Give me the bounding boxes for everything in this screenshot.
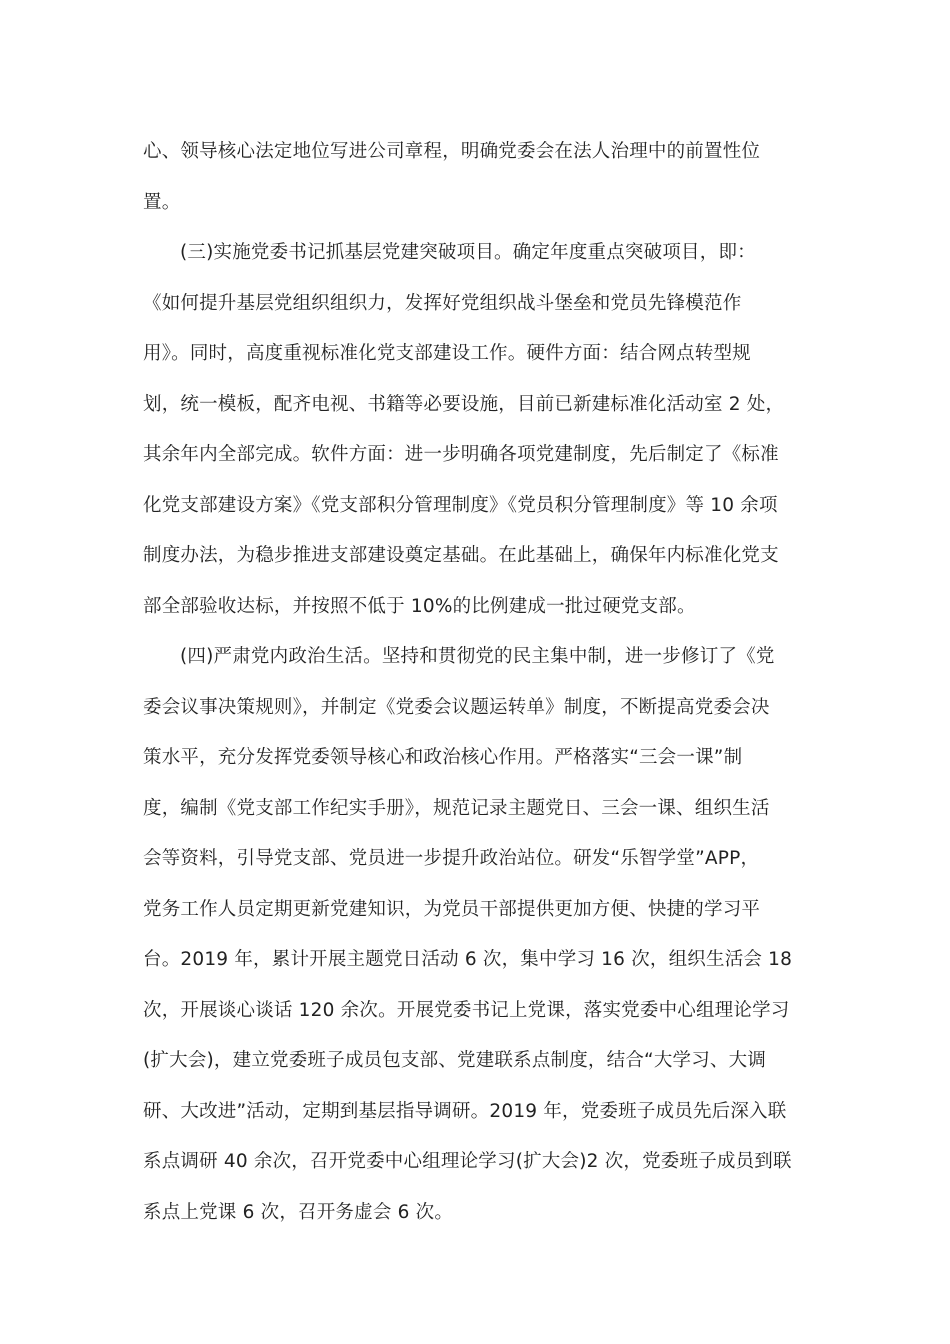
text-line: 化党支部建设方案》《党支部积分管理制度》《党员积分管理制度》等 10 余项 bbox=[143, 494, 778, 516]
text-line: 委会议事决策规则》，并制定《党委会议题运转单》制度，不断提高党委会决 bbox=[143, 696, 770, 718]
text-line: 党务工作人员定期更新党建知识，为党员干部提供更加方便、快捷的学习平 bbox=[143, 898, 761, 920]
text-line: 研、大改进”活动，定期到基层指导调研。2019 年，党委班子成员先后深入联 bbox=[143, 1100, 787, 1122]
text-line: (扩大会)，建立党委班子成员包支部、党建联系点制度，结合“大学习、大调 bbox=[143, 1050, 767, 1071]
document-body bbox=[143, 134, 813, 1245]
text-line: 度，编制《党支部工作纪实手册》，规范记录主题党日、三会一课、组织生活 bbox=[143, 797, 770, 819]
text-line: 心、领导核心法定地位写进公司章程，明确党委会在法人治理中的前置性位 bbox=[143, 141, 761, 162]
text-line: 次，开展谈心谈话 120 余次。开展党委书记上党课，落实党委中心组理论学习 bbox=[143, 999, 790, 1021]
paragraph-continued bbox=[143, 134, 813, 235]
text-line: 制度办法，为稳步推进支部建设奠定基础。在此基础上，确保年内标准化党支 bbox=[143, 545, 779, 566]
paragraph-heading-line: (三)实施党委书记抓基层党建突破项目。确定年度重点突破项目，即： bbox=[180, 242, 756, 263]
text-line: 台。2019 年，累计开展主题党日活动 6 次，集中学习 16 次，组织生活会 18 bbox=[143, 949, 793, 970]
paragraph-section-four bbox=[143, 639, 813, 1245]
paragraph-section-three bbox=[143, 235, 813, 639]
text-line: 系点调研 40 余次，召开党委中心组理论学习(扩大会)2 次，党委班子成员到联 bbox=[143, 1151, 792, 1172]
text-line: 部全部验收达标，并按照不低于 10%的比例建成一批过硬党支部。 bbox=[143, 595, 696, 617]
text-line: 划，统一模板，配齐电视、书籍等必要设施，目前已新建标准化活动室 2 处， bbox=[143, 393, 785, 415]
text-line: 会等资料，引导党支部、党员进一步提升政治站位。研发“乐智学堂”APP， bbox=[143, 848, 760, 869]
paragraph-heading-line: (四)严肃党内政治生活。坚持和贯彻党的民主集中制，进一步修订了《党 bbox=[180, 646, 775, 667]
text-line: 其余年内全部完成。软件方面：进一步明确各项党建制度，先后制定了《标准 bbox=[143, 444, 779, 465]
text-line: 策水平，充分发挥党委领导核心和政治核心作用。严格落实“三会一课”制 bbox=[143, 747, 743, 768]
text-line: 系点上党课 6 次，召开务虚会 6 次。 bbox=[143, 1201, 454, 1223]
text-line: 置。 bbox=[143, 191, 181, 213]
text-line: 《如何提升基层党组织组织力，发挥好党组织战斗堡垒和党员先锋模范作 bbox=[143, 292, 742, 314]
text-line: 用》。同时，高度重视标准化党支部建设工作。硬件方面：结合网点转型规 bbox=[143, 343, 751, 364]
